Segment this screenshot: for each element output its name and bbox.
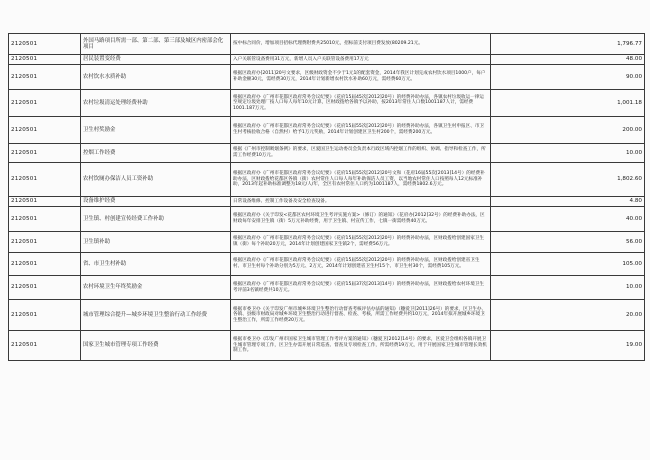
row-amount: 19.00 xyxy=(491,331,645,361)
row-name: 控烟工作经费 xyxy=(81,144,231,163)
row-name: 城市管理综合提升—城乡环境卫生整治行动工作经费 xyxy=(81,300,231,331)
row-name: 农村环境卫生年终奖励金 xyxy=(81,276,231,300)
row-description: 根据区政府办《广州市花都区政府常务会议纪要》（花府15届55次[2012]20号）的经费补助办法，区财政拨给创建省卫生村、市卫生村每个补助分别为5万元、2万元，2014年计划创建省卫生村15个、市卫生村30个，需经费105万元。 xyxy=(231,253,491,276)
row-amount: 10.00 xyxy=(491,276,645,300)
row-description: 日常设备维修、控制工作设备及安全检查设备。 xyxy=(231,197,491,207)
table-row xyxy=(9,232,645,253)
row-name: 农村饮厕办保洁人员工资补助 xyxy=(81,163,231,197)
row-code: 2120501 xyxy=(9,253,81,276)
row-code: 2120501 xyxy=(9,197,81,207)
table-row xyxy=(9,34,645,55)
row-description: 入户关联管设备费用31万元，新增人员入户关联管设备费用17万元 xyxy=(231,55,491,65)
budget-table xyxy=(8,33,645,361)
row-description: 根据市委卫办《关于印发广州市城乡环境卫生整治行动督查考核评估办法的通知》（穗爱卫[2011]26号）的要求，区卫生办、各镇、县级市财政局对城乡环境卫生整治行动进行督查、检查、考核，所需工作经费共约10万元，2014年拟开展城乡环境卫生整治工作，所需工作经费20万元。 xyxy=(231,300,491,331)
row-code: 2120501 xyxy=(9,163,81,197)
row-name: 卫生镇补助 xyxy=(81,232,231,253)
row-code: 2120501 xyxy=(9,207,81,232)
table-row xyxy=(9,65,645,90)
table-row xyxy=(9,90,645,117)
row-amount: 1,796.77 xyxy=(491,34,645,55)
row-description: 根据市委卫办《印发广州市国家卫生城市管理工作考评方案的通知》（穗爱卫[2012]14号）的要求，区爱卫会组织各镇开展卫生城市管理专项工作，区卫生办需开展日常巡查、督查及专项检查工作，所需经费19万元，用于开展国家卫生城市管理长效机制工作。 xyxy=(231,331,491,361)
row-name: 卫生村奖励金 xyxy=(81,117,231,144)
row-description: 根据区政府办《广州市花都区政府常务会议纪要》（花府15届55次[2012]20号）的经费补助办法，区财政拨给创建国家卫生镇（街）每个补助20万元，2014年计划创建国家卫生镇2个，需经费56万元。 xyxy=(231,232,491,253)
row-amount: 20.00 xyxy=(491,300,645,331)
row-description: 根据区政府办《广州市花都区政府常务会议纪要》（花府15届55次[2012]20号文和（花府16届55次[2013]14号）的经费补助办法，区财政拨给花都区各镇（街）农村常住人口每人每年补助保洁人员工资，以当地农村常住人口按照每人12元标准补助，2013年起补助标准调整为18元/人/年，全区有农村常住人口约为1001187人，需经费1802.6万元。 xyxy=(231,163,491,197)
row-name: 省、市卫生村补助 xyxy=(81,253,231,276)
row-code: 2120501 xyxy=(9,65,81,90)
table-row xyxy=(9,253,645,276)
row-code: 2120501 xyxy=(9,276,81,300)
row-description: 根据区政府办[2011]20号文要求，区级财政资金不少于1元1的配套资金，2014年我区计划完成农村饮水项目1000户，每户补助金额30元，需经费30万元，2014年计划新增农村饮水补助60万元，需经费60万元。 xyxy=(231,65,491,90)
row-amount: 105.00 xyxy=(491,253,645,276)
row-name: 农村垃圾清运处理经费补助 xyxy=(81,90,231,117)
table-row xyxy=(9,55,645,65)
row-description: 根据区政府办《广州市花都区政府常务会议纪要》（花府15届55次[2012]20号）的经费补助办法，各镇卫生村申报区、市卫生村考核验收合格（自然村）给予1万元奖励，2014年计划创建区卫生村200个，需经费200万元。 xyxy=(231,117,491,144)
row-code: 2120501 xyxy=(9,90,81,117)
table-row xyxy=(9,117,645,144)
row-name: 外国马路项目所需一部、第二部、第三部及城区内密部会化项目 xyxy=(81,34,231,55)
row-amount: 4.80 xyxy=(491,197,645,207)
row-amount: 48.00 xyxy=(491,55,645,65)
row-description: 根据区政府办《广州市花都区政府常务会议纪要》（花府15届45次[2012]20号）的经费补助办法，各镇农村垃圾收运一律运至规定垃圾处理厂按人口每人每年10元计算，区财政拨给各镇予以补助，按2013年常住人口数1001187人计，需经费1001.187万元。 xyxy=(231,90,491,117)
row-name: 卫生镇、村创建宣传经费工作补助 xyxy=(81,207,231,232)
row-code: 2120501 xyxy=(9,232,81,253)
row-amount: 200.00 xyxy=(491,117,645,144)
row-code: 2120501 xyxy=(9,117,81,144)
row-description: 根据区政府办《广州市花都区政府常务会议纪要》（花府15届37次[2013]14号）的经费补助办法，区财政拨给农村环境卫生考评前3名镇经费共10万元。 xyxy=(231,276,491,300)
table-row xyxy=(9,197,645,207)
table-row xyxy=(9,331,645,361)
row-description: 根据《广州市控制吸烟条例》的要求，区爱国卫生运动委员会负责本行政区域内控烟工作的组织、协调、指导和检查工作，所需工作经费10万元。 xyxy=(231,144,491,163)
row-amount: 56.00 xyxy=(491,232,645,253)
table-row xyxy=(9,276,645,300)
row-amount: 40.00 xyxy=(491,207,645,232)
row-description: 按中标合同价，增加项目招标代理费附费共25010元，招标前支付项目费发放(80209.21元。 xyxy=(231,34,491,55)
top-margin xyxy=(8,0,644,33)
row-name: 国家卫生城市管理专项工作经费 xyxy=(81,331,231,361)
table-row xyxy=(9,144,645,163)
row-name: 居民装置变经费 xyxy=(81,55,231,65)
row-code: 2120501 xyxy=(9,300,81,331)
row-code: 2120501 xyxy=(9,144,81,163)
budget-table-body xyxy=(9,34,645,361)
row-amount: 90.00 xyxy=(491,65,645,90)
row-code: 2120501 xyxy=(9,34,81,55)
row-description: 根据区政府办《关于印发<花都区农村环境卫生考评实施方案>（修订）的通知》（花府办[2012]32号）的经费补助办法，区财政每年安排卫生镇（街）5万元补助经费，用于卫生镇、村宣传工作，七镇一街需经费40万元。 xyxy=(231,207,491,232)
row-amount: 10.00 xyxy=(491,144,645,163)
table-row xyxy=(9,163,645,197)
table-row xyxy=(9,300,645,331)
row-name: 设备维护经费 xyxy=(81,197,231,207)
row-code: 2120501 xyxy=(9,55,81,65)
table-row xyxy=(9,207,645,232)
row-amount: 1,802.60 xyxy=(491,163,645,197)
row-amount: 1,001.18 xyxy=(491,90,645,117)
row-code: 2120501 xyxy=(9,331,81,361)
row-name: 农村饮水水质补助 xyxy=(81,65,231,90)
